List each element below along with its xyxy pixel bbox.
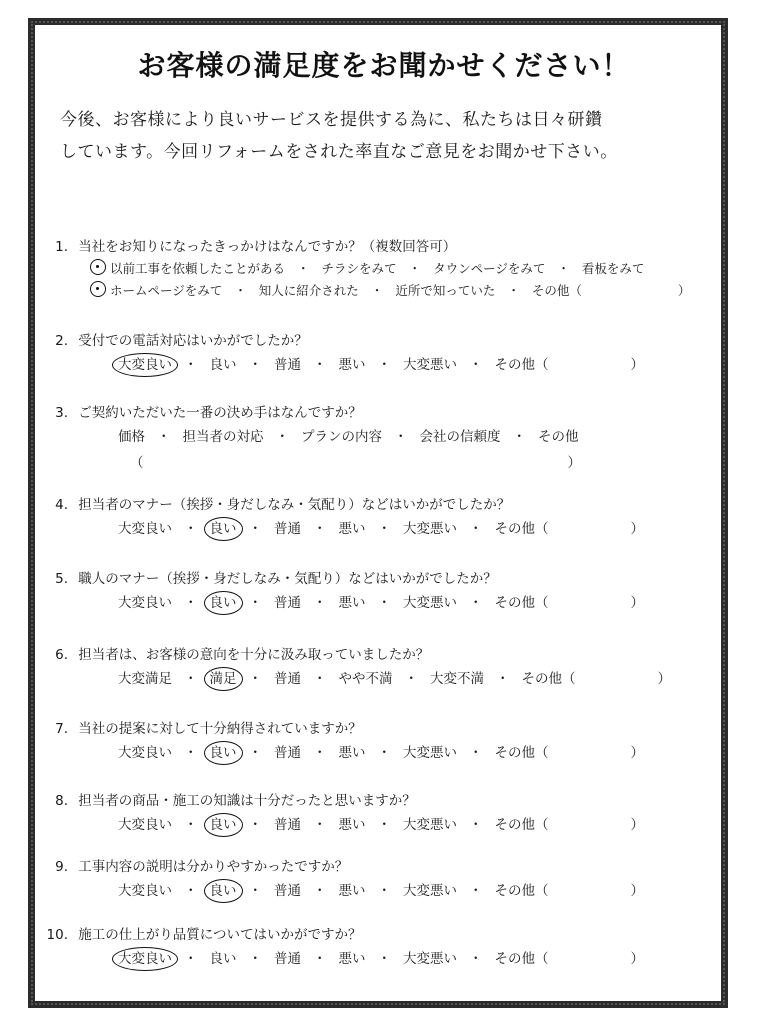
q1-option-other[interactable]: その他（	[531, 283, 582, 298]
q1-option[interactable]: 知人に紹介された	[258, 283, 359, 298]
check-mark-icon	[90, 259, 106, 275]
paren-close: ）	[630, 595, 644, 611]
question-number: 8.	[55, 793, 68, 809]
answer-option[interactable]: 大変良い	[118, 595, 172, 611]
answer-option-other[interactable]: その他（	[494, 951, 549, 967]
question-8: 8. 担当者の商品・施工の知識は十分だったと思いますか？ 大変良い ・ 良い ・ 普通 ・ 悪い ・ 大変悪い ・ その他（ ）	[46, 790, 748, 838]
q1-option[interactable]: ホームページをみて	[110, 283, 223, 298]
answer-option[interactable]: 悪い	[338, 357, 366, 373]
paren-close: ）	[630, 951, 644, 967]
question-number: 9.	[55, 859, 68, 875]
answer-option[interactable]: 大変良い	[118, 883, 172, 899]
question-number: 5.	[55, 571, 68, 587]
q1-option[interactable]: タウンページをみて	[433, 261, 546, 276]
answer-option[interactable]: 普通	[274, 817, 301, 833]
answer-option[interactable]: 普通	[274, 357, 301, 373]
intro-line-2: しています。今回リフォームをされた率直なご意見をお聞かせ下さい。	[60, 142, 618, 162]
question-text: 施工の仕上がり品質についてはいかがですか？	[78, 927, 362, 943]
answer-option[interactable]: 普通	[274, 521, 301, 537]
question-6: 6. 担当者は、お客様の意向を十分に汲み取っていましたか？ 大変満足 ・ 満足 ・ 普通 ・ やや不満 ・ 大変不満 ・ その他（ ）	[46, 644, 748, 692]
paren-close: ）	[657, 671, 671, 687]
question-number: 1.	[55, 239, 68, 255]
question-number: 3.	[55, 405, 68, 421]
q1-option[interactable]: 以前工事を依頼したことがある	[110, 261, 286, 276]
question-10: 10. 施工の仕上がり品質についてはいかがですか？ 大変良い ・ 良い ・ 普通 ・ 悪い ・ 大変悪い ・ その他（ ）	[46, 924, 748, 972]
question-number: 7.	[55, 721, 68, 737]
question-text: 職人のマナー（挨拶・身だしなみ・気配り）などはいかがでしたか？	[78, 571, 497, 587]
answer-option[interactable]: 悪い	[338, 951, 366, 967]
q1-option[interactable]: 近所で知っていた	[395, 283, 496, 298]
answer-option-selected[interactable]: 大変良い	[118, 352, 172, 378]
question-text: 工事内容の説明は分かりやすかったですか？	[78, 859, 349, 875]
answer-option[interactable]: 価格	[118, 429, 145, 445]
answer-option[interactable]: 悪い	[338, 883, 366, 899]
check-mark-icon	[90, 281, 106, 297]
answer-option[interactable]: 大変良い	[118, 745, 172, 761]
paren-close: ）	[630, 521, 644, 537]
answer-option[interactable]: 悪い	[338, 595, 366, 611]
answer-option[interactable]: 大変悪い	[403, 817, 457, 833]
paren-close: ）	[567, 455, 581, 471]
paren-open: （	[130, 455, 144, 471]
question-text: 担当者のマナー（挨拶・身だしなみ・気配り）などはいかがでしたか？	[78, 497, 511, 513]
question-text: ご契約いただいた一番の決め手はなんですか？	[78, 405, 362, 421]
question-text: 担当者は、お客様の意向を十分に汲み取っていましたか？	[78, 647, 430, 663]
answer-option-selected[interactable]: 良い	[210, 878, 237, 904]
question-2: 2. 受付での電話対応はいかがでしたか？ 大変良い ・ 良い ・ 普通 ・ 悪い ・ 大変悪い ・ その他（ ）	[46, 330, 748, 378]
answer-option[interactable]: 会社の信頼度	[419, 429, 501, 445]
answer-option[interactable]: 普通	[274, 883, 301, 899]
answer-option[interactable]: 大変悪い	[403, 357, 457, 373]
paren-close: ）	[677, 283, 691, 298]
answer-option-other[interactable]: その他（	[494, 817, 549, 833]
answer-option[interactable]: 大変良い	[118, 521, 172, 537]
answer-option[interactable]: 悪い	[338, 745, 366, 761]
q1-option[interactable]: チラシをみて	[321, 261, 397, 276]
paren-close: ）	[630, 883, 644, 899]
question-4: 4. 担当者のマナー（挨拶・身だしなみ・気配り）などはいかがでしたか？ 大変良い ・ 良い ・ 普通 ・ 悪い ・ 大変悪い ・ その他（ ）	[46, 494, 748, 542]
answer-option-other[interactable]: その他（	[494, 357, 549, 373]
answer-option[interactable]: 大変悪い	[403, 521, 457, 537]
answer-option-other[interactable]: その他（	[494, 521, 549, 537]
answer-option[interactable]: 大変良い	[118, 817, 172, 833]
answer-option-other[interactable]: その他	[538, 429, 579, 445]
question-number: 2.	[55, 333, 68, 349]
answer-option[interactable]: 良い	[209, 357, 237, 373]
answer-option[interactable]: やや不満	[338, 671, 393, 687]
question-3: 3. ご契約いただいた一番の決め手はなんですか？ 価格 ・ 担当者の対応 ・ プランの内容 ・ 会社の信頼度 ・ その他 （ ）	[46, 402, 748, 476]
survey-title: お客様の満足度をお聞かせください！	[137, 49, 631, 82]
answer-option[interactable]: 担当者の対応	[182, 429, 264, 445]
question-5: 5. 職人のマナー（挨拶・身だしなみ・気配り）などはいかがでしたか？ 大変良い ・ 良い ・ 普通 ・ 悪い ・ 大変悪い ・ その他（ ）	[46, 568, 748, 616]
answer-option-other[interactable]: その他（	[521, 671, 576, 687]
survey-intro	[60, 104, 728, 168]
question-number: 6.	[55, 647, 68, 663]
answer-option[interactable]: 大変悪い	[403, 883, 457, 899]
answer-option[interactable]: 普通	[274, 671, 301, 687]
answer-option-selected[interactable]: 良い	[210, 516, 237, 542]
paren-close: ）	[630, 745, 644, 761]
answer-option[interactable]: 普通	[274, 745, 301, 761]
question-text: 担当者の商品・施工の知識は十分だったと思いますか？	[78, 793, 416, 809]
answer-option[interactable]: 普通	[274, 951, 301, 967]
answer-option-other[interactable]: その他（	[494, 745, 549, 761]
answer-option[interactable]: 普通	[274, 595, 301, 611]
answer-option-selected[interactable]: 満足	[210, 666, 237, 692]
question-text: 受付での電話対応はいかがでしたか？	[78, 333, 308, 349]
answer-option-other[interactable]: その他（	[494, 883, 549, 899]
paren-close: ）	[630, 357, 644, 373]
answer-option[interactable]: 大変悪い	[403, 951, 457, 967]
answer-option[interactable]: 大変悪い	[403, 745, 457, 761]
answer-option-selected[interactable]: 良い	[210, 740, 237, 766]
answer-option[interactable]: 良い	[209, 951, 237, 967]
answer-option[interactable]: 悪い	[338, 521, 366, 537]
q1-option[interactable]: 看板をみて	[581, 261, 645, 276]
paren-close: ）	[630, 817, 644, 833]
answer-option[interactable]: 悪い	[338, 817, 366, 833]
answer-option[interactable]: 大変不満	[430, 671, 484, 687]
question-number: 4.	[55, 497, 68, 513]
question-number: 10.	[46, 927, 68, 943]
question-1: 1. 当社をお知りになったきっかけはなんですか？（複数回答可） 以前工事を依頼したことがある ・ チラシをみて ・ タウンページをみて ・ 看板をみて ホームページをみて ・ 知人に紹介された ・ 近所で知っていた ・ その他（ ）	[46, 236, 748, 302]
answer-option-selected[interactable]: 良い	[210, 590, 237, 616]
answer-option-selected[interactable]: 良い	[210, 812, 237, 838]
question-text: 当社をお知りになったきっかけはなんですか？（複数回答可）	[78, 239, 457, 255]
answer-option[interactable]: 大変満足	[118, 671, 172, 687]
answer-option-other[interactable]: その他（	[494, 595, 549, 611]
answer-option[interactable]: 大変悪い	[403, 595, 457, 611]
intro-line-1: 今後、お客様により良いサービスを提供する為に、私たちは日々研鑽	[60, 110, 603, 130]
question-text: 当社の提案に対して十分納得されていますか？	[78, 721, 362, 737]
answer-option[interactable]: プランの内容	[301, 429, 382, 445]
question-7: 7. 当社の提案に対して十分納得されていますか？ 大変良い ・ 良い ・ 普通 ・ 悪い ・ 大変悪い ・ その他（ ）	[46, 718, 748, 766]
question-9: 9. 工事内容の説明は分かりやすかったですか？ 大変良い ・ 良い ・ 普通 ・ 悪い ・ 大変悪い ・ その他（ ）	[46, 856, 748, 904]
answer-option-selected[interactable]: 大変良い	[118, 946, 172, 972]
